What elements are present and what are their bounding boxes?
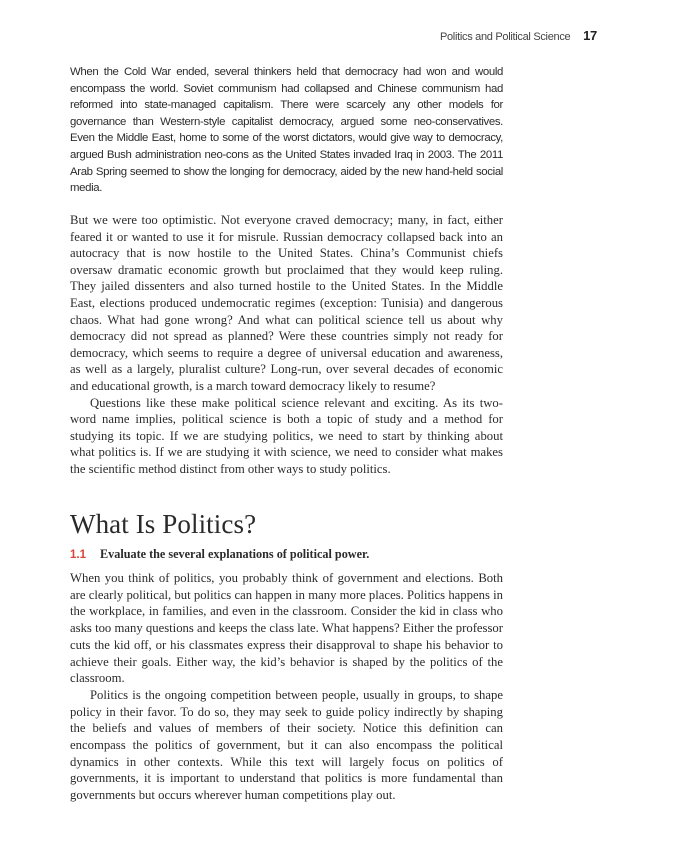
intro-paragraph-block [70, 64, 503, 197]
intro-paragraph: When the Cold War ended, several thinkers held that democracy had won and would encompass the world. Soviet communism had collapsed and Chinese communism had reformed into state-managed capitalism. There were scarcely any other models for governance than Western-style capitalist democracy, argued some neo-conservatives. Even the Middle East, home to some of the worst dictators, would give way to democracy, argued Bush administration neo-cons as the United States invaded Iraq in 2003. The 2011 Arab Spring seemed to show the longing for democracy, aided by the new hand-held social media. [70, 66, 503, 195]
running-head [440, 28, 597, 43]
section-heading: What Is Politics? [70, 509, 257, 539]
page-number: 17 [583, 28, 597, 43]
body-text-block [70, 212, 503, 478]
body-paragraph: But we were too optimistic. Not everyone craved democracy; many, in fact, either feared it or wanted to use it for misrule. Russian democracy collapsed back into an autocracy that is now hostile to the United States. China’s Communist chiefs oversaw dramatic economic growth but proclaimed that they would keep ruling. They jailed dissenters and also turned hostile to the United States. In the Middle East, elections produced undemocratic regimes (exception: Tunisia) and dangerous chaos. What had gone wrong? And what can political science tell us about why democracy did not spread as planned? Were these countries simply not ready for democracy, which seems to require a degree of universal education and awareness, as well as a largely, pluralist culture? Long-run, over several decades of economic and educational growth, is a march toward democracy likely to resume? [70, 213, 503, 393]
objective-text: Evaluate the several explanations of political power. [100, 547, 370, 561]
body-paragraph: Questions like these make political science relevant and exciting. As its two-word name implies, political science is both a topic of study and a method for studying its topic. If we are studying politics, we need to start by thinking about what politics is. If we are studying it with science, we need to consider what makes the scientific method distinct from other ways to study politics. [70, 395, 503, 476]
objective-number: 1.1 [70, 549, 86, 561]
section-paragraph: Politics is the ongoing competition between people, usually in groups, to shape policy in their favor. To do so, they may seek to guide policy indirectly by shaping the beliefs and values of members of their society. Notice this definition can encompass the politics of government, but it can also encompass the political dynamics in other contexts. While this text will largely focus on politics of governments, it is important to understand that politics is more fundamental than governments but occurs wherever human competitions play out. [70, 687, 503, 803]
section-paragraph: When you think of politics, you probably think of government and elections. Both are clearly political, but politics can happen in many more places. Politics happens in the workplace, in families, and even in the classroom. Consider the kid in class who asks too many questions and keeps the class late. What happens? Either the professor cuts the kid off, or his classmates express their disapproval to shape his behavior to achieve their goals. Either way, the kid’s behavior is shaped by the politics of the classroom. [70, 571, 503, 686]
running-head-title: Politics and Political Science [439, 31, 571, 43]
learning-objective [70, 547, 503, 562]
section-text-block [70, 570, 503, 804]
